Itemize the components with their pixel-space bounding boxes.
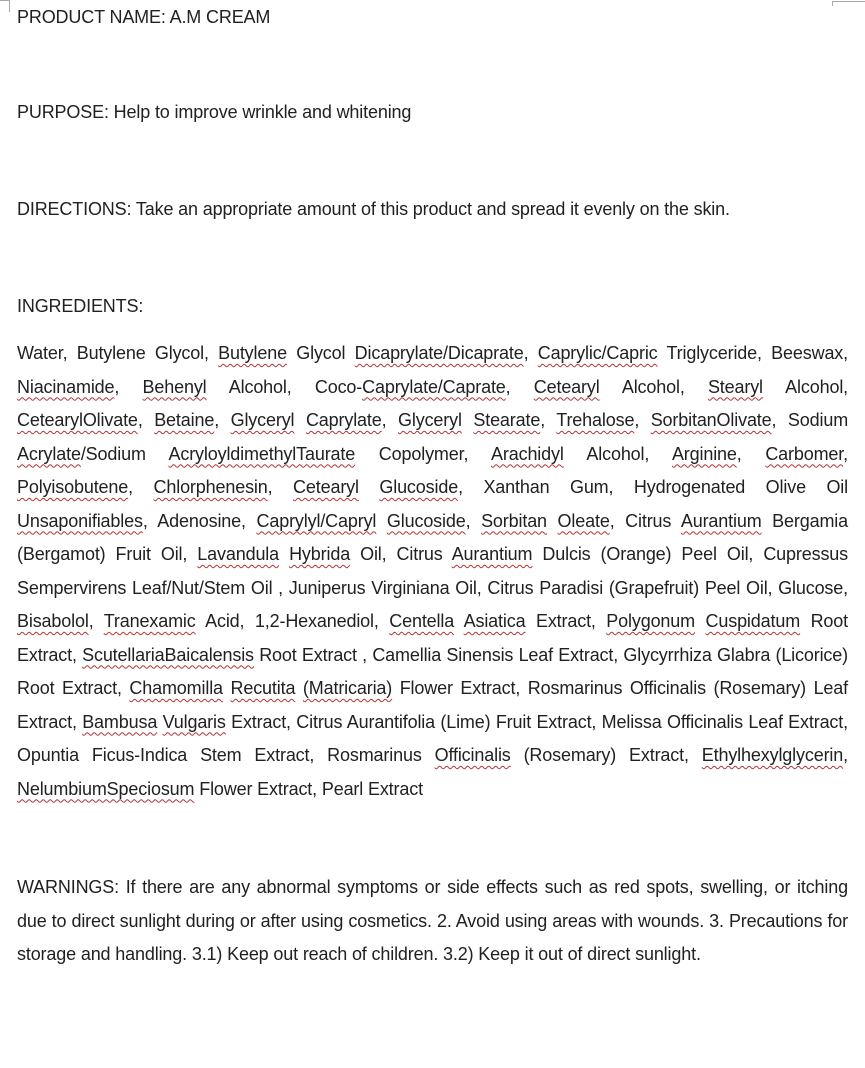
text-run [223,678,231,698]
misspelled-word[interactable]: Betaine [154,410,215,430]
misspelled-word[interactable]: AcryloyldimethylTaurate [168,443,356,464]
misspelled-word[interactable]: Recutita [230,678,296,698]
misspelled-word[interactable]: CetearylOlivate [17,410,138,430]
text-run: , [540,410,557,430]
text-run [462,410,474,430]
text-run: Root Extract, [17,611,849,665]
text-run: Extract, [525,611,607,631]
text-run: Glycol [286,343,355,363]
misspelled-word[interactable]: Polyisobutene [17,477,129,497]
misspelled-word[interactable]: Centella [389,611,455,631]
text-run: , [114,376,143,397]
misspelled-word[interactable]: Officinalis [434,745,511,765]
misspelled-word[interactable]: Chlorphenesin [153,477,268,497]
text-run: , [128,477,154,497]
text-run [359,477,380,497]
misspelled-word[interactable]: Arginine [671,443,737,464]
text-run: , [465,510,482,531]
text-run: Flower Extract, Pearl Extract [194,778,423,799]
directions-line[interactable]: DIRECTIONS: Take an appropriate amount of this product and spread it evenly on the skin. [17,199,730,219]
text-run: Alcohol, Coco- [206,376,363,397]
misspelled-word[interactable]: Caprylyl/Capryl [256,510,377,531]
text-run: /Sodium [80,443,169,464]
misspelled-word[interactable]: Caprylate/Caprate [362,376,506,397]
ingredients-heading[interactable]: INGREDIENTS: [17,296,144,316]
misspelled-word[interactable]: Behenyl [142,376,207,397]
misspelled-word[interactable]: Asiatica [463,611,526,631]
text-run [454,611,464,631]
misspelled-word[interactable]: SorbitanOlivate [650,410,772,430]
misspelled-word[interactable]: Glucoside [379,477,459,497]
misspelled-word[interactable]: Trehalose [556,410,635,430]
misspelled-word[interactable]: Bisabolol [17,611,89,631]
warnings-paragraph[interactable]: WARNINGS: If there are any abnormal symptoms or side effects such as red spots, swelling, or itching due to direct sunlight during or after using cosmetics. 2. Avoid using areas with wounds. 3. Precautions for storage and handling. 3.1) Keep out reach of children. 3.2) Keep it out of direct sunlight. [17,877,848,964]
misspelled-word[interactable]: NelumbiumSpeciosum [17,778,195,799]
misspelled-word[interactable]: Hybrida [289,544,351,564]
misspelled-word[interactable]: Cetearyl [293,477,359,497]
product-name-line[interactable]: PRODUCT NAME: A.M CREAM [17,7,271,27]
misspelled-word[interactable]: Lavandula [197,544,280,564]
text-run: , [505,376,534,397]
text-run: Bergamia (Bergamot) Fruit Oil, [17,510,849,564]
misspelled-word[interactable]: Unsaponifiables [17,510,143,531]
text-run: , [736,443,766,464]
misspelled-word[interactable]: Bambusa [82,711,158,732]
text-run: Root Extract , Camellia Sinensis Leaf Extract, Glycyrrhiza Glabra (Licorice) Root Extract, [17,644,848,698]
text-run: , [843,443,849,464]
misspelled-word[interactable]: Aurantium [680,510,762,531]
text-run: , [634,410,651,430]
misspelled-word[interactable]: Cetearyl [533,376,600,397]
misspelled-word[interactable]: Glyceryl [398,410,462,430]
text-run: Alcohol, [762,376,849,397]
misspelled-word[interactable]: Caprylate [305,410,382,430]
misspelled-word[interactable]: Stearyl [707,376,763,397]
misspelled-word[interactable]: Carbomer [765,443,844,464]
text-run: , [267,477,294,497]
text-run: (Rosemary) Extract, [510,745,702,765]
text-run: Triglyceride, Beeswax, [657,343,849,363]
text-run [295,678,303,698]
text-run [547,511,558,531]
misspelled-word[interactable]: (Matricaria) [302,678,393,698]
misspelled-word[interactable]: Acrylate [17,443,81,464]
text-run: , [381,410,399,430]
text-run: Water, Butylene Glycol, [17,343,219,363]
text-run: Acid, 1,2-Hexanediol, [195,611,390,631]
misspelled-word[interactable]: Glyceryl [230,410,295,430]
text-run: , [843,745,848,765]
misspelled-word[interactable]: Caprylic/Capric [537,343,658,363]
misspelled-word[interactable]: Arachidyl [491,443,564,464]
misspelled-word[interactable]: Polygonum [606,611,695,631]
text-run: Dulcis (Orange) Peel Oil, Cupressus Sempervirens Leaf/Nut/Stem Oil , Juniperus Virginiana Oil, Citrus Paradisi (Grapefruit) Peel Oil, Glucose, [17,544,849,598]
text-run: , Adenosine, [142,510,257,531]
text-run: , Xanthan Gum, Hydrogenated Olive Oil [458,477,849,497]
misspelled-word[interactable]: Dicaprylate/Dicaprate [354,343,524,363]
misspelled-word[interactable]: Chamomilla [129,678,223,698]
misspelled-word[interactable]: Ethylhexylglycerin [701,745,844,765]
page-corner-mark-top-left [0,0,10,12]
text-run [695,611,706,631]
misspelled-word[interactable]: Tranexamic [103,611,196,631]
text-run [279,544,289,564]
text-run [376,511,387,531]
text-run: , [214,410,231,430]
misspelled-word[interactable]: Glucoside [386,510,466,531]
misspelled-word[interactable]: Oleate [557,510,610,531]
text-run: Copolymer, [355,443,492,464]
text-run: , [523,343,538,363]
misspelled-word[interactable]: Sorbitan [481,510,547,531]
misspelled-word[interactable]: Vulgaris [162,711,226,732]
text-run: Flower Extract, Rosmarinus Officinalis (Rosemary) Leaf Extract, [17,678,849,732]
text-run: , [88,611,104,631]
text-run: Oil, Citrus [350,544,452,564]
text-run: Alcohol, [599,376,708,397]
misspelled-word[interactable]: Cuspidatum [705,611,801,631]
page-corner-mark-top-right [832,1,865,6]
text-run [294,410,306,430]
text-run: , Sodium [771,410,849,430]
misspelled-word[interactable]: Butylene [218,343,287,363]
text-run: , [137,410,155,430]
misspelled-word[interactable]: Aurantium [451,544,533,564]
text-run: , Citrus [609,510,681,531]
text-run: Extract, Citrus Aurantifolia (Lime) Fruit Extract, Melissa Officinalis Leaf Extract, Opuntia Ficus-Indica Stem Extract, Rosmarinus [17,711,848,765]
text-run: Alcohol, [563,443,672,464]
purpose-line[interactable]: PURPOSE: Help to improve wrinkle and whitening [17,102,412,122]
misspelled-word[interactable]: Niacinamide [17,376,115,397]
misspelled-word[interactable]: ScutellariaBaicalensis [82,644,254,665]
misspelled-word[interactable]: Stearate [473,410,541,430]
ingredients-paragraph[interactable] [17,337,848,806]
